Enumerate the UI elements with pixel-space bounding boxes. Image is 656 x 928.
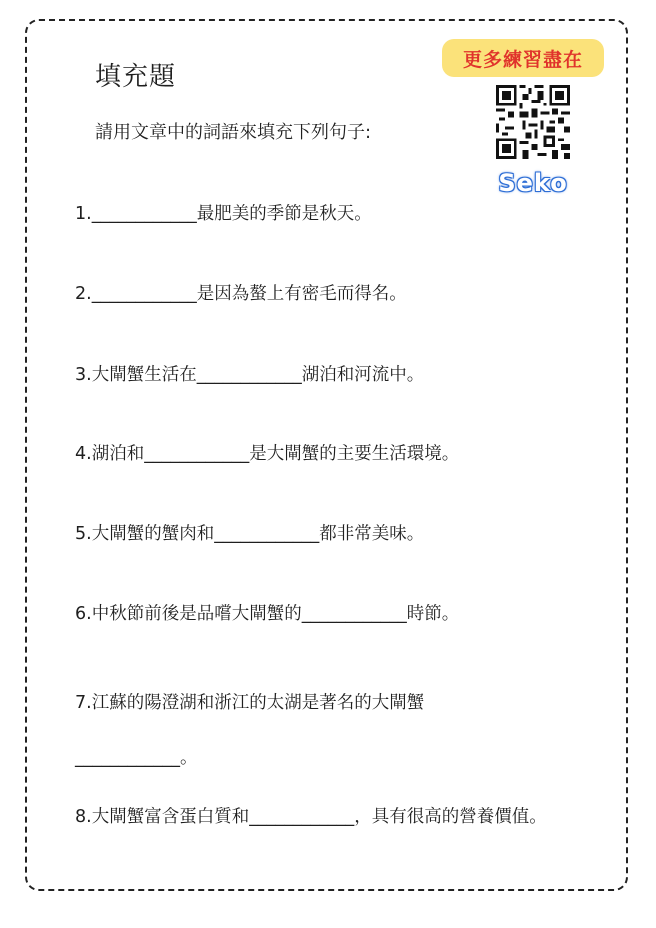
question-1: 1.____________最肥美的季節是秋天。: [75, 204, 372, 224]
worksheet-title: 填充題: [95, 62, 177, 92]
question-6: 6.中秋節前後是品嚐大閘蟹的____________時節。: [75, 604, 460, 624]
worksheet-instruction: 請用文章中的詞語來填充下列句子:: [95, 122, 372, 143]
qr-code-icon[interactable]: [496, 85, 570, 159]
question-7: 7.江蘇的陽澄湖和浙江的太湖是著名的大閘蟹____________。: [75, 693, 425, 768]
question-5: 5.大閘蟹的蟹肉和____________都非常美味。: [75, 524, 425, 544]
question-2: 2.____________是因為螯上有密毛而得名。: [75, 284, 407, 304]
question-8: 8.大閘蟹富含蛋白質和____________，具有很高的營養價值。: [75, 807, 547, 827]
seko-logo[interactable]: Seko: [498, 169, 568, 197]
question-3: 3.大閘蟹生活在____________湖泊和河流中。: [75, 365, 425, 385]
question-4: 4.湖泊和____________是大閘蟹的主要生活環境。: [75, 444, 460, 464]
promo-badge[interactable]: 更多練習盡在: [442, 39, 604, 77]
